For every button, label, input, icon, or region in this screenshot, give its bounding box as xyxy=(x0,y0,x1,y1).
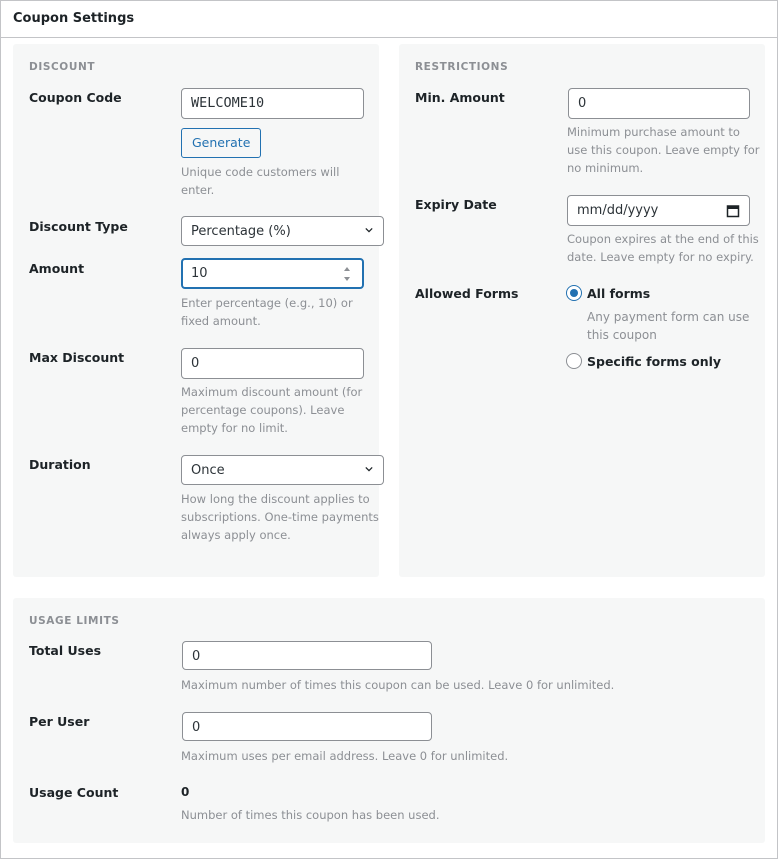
discount-section-title: DISCOUNT xyxy=(29,61,96,73)
expiry-date-help: Coupon expires at the end of this date. Leave empty for no expiry. xyxy=(567,232,759,264)
amount-input[interactable]: 10 xyxy=(181,258,364,289)
restrictions-section-title: RESTRICTIONS xyxy=(415,61,509,73)
restrictions-card xyxy=(399,44,765,577)
usage-count-value: 0 xyxy=(181,785,190,799)
amount-help: Enter percentage (e.g., 10) or fixed amount. xyxy=(181,296,353,328)
chevron-down-icon xyxy=(365,465,373,473)
total-uses-label: Total Uses xyxy=(29,643,102,658)
duration-help: How long the discount applies to subscriptions. One-time payments always apply once. xyxy=(181,492,379,542)
max-discount-input[interactable]: 0 xyxy=(181,348,364,379)
per-user-input[interactable]: 0 xyxy=(182,712,432,741)
panel-title: Coupon Settings xyxy=(13,11,135,26)
discount-type-label: Discount Type xyxy=(29,219,128,234)
panel-header xyxy=(1,1,777,38)
allowed-forms-label: Allowed Forms xyxy=(415,286,519,301)
usage-count-label: Usage Count xyxy=(29,785,119,800)
discount-card xyxy=(13,44,379,577)
expiry-date-label: Expiry Date xyxy=(415,197,497,212)
min-amount-help: Minimum purchase amount to use this coupon. Leave empty for no minimum. xyxy=(567,125,760,175)
chevron-down-icon xyxy=(365,226,373,234)
coupon-code-input[interactable]: WELCOME10 xyxy=(181,88,364,119)
per-user-help: Maximum uses per email address. Leave 0 for unlimited. xyxy=(181,749,509,763)
max-discount-label: Max Discount xyxy=(29,350,125,365)
duration-label: Duration xyxy=(29,457,91,472)
generate-button[interactable]: Generate xyxy=(181,128,261,158)
min-amount-input[interactable]: 0 xyxy=(568,88,750,119)
radio-all-forms[interactable] xyxy=(566,285,582,301)
coupon-code-label: Coupon Code xyxy=(29,90,122,105)
total-uses-help: Maximum number of times this coupon can be used. Leave 0 for unlimited. xyxy=(181,678,615,692)
radio-specific-forms[interactable] xyxy=(566,353,582,369)
duration-select[interactable]: Once xyxy=(181,455,384,485)
all-forms-help: Any payment form can use this coupon xyxy=(587,310,750,342)
expiry-date-input[interactable]: mm/dd/yyyy xyxy=(567,195,750,226)
coupon-code-help: Unique code customers will enter. xyxy=(181,165,340,197)
radio-all-forms-label[interactable]: All forms xyxy=(587,286,651,301)
usage-count-help: Number of times this coupon has been used. xyxy=(181,808,440,822)
usage-limits-card xyxy=(13,598,765,843)
calendar-icon[interactable] xyxy=(726,204,740,218)
max-discount-help: Maximum discount amount (for percentage coupons). Leave empty for no limit. xyxy=(181,385,363,435)
discount-type-select[interactable]: Percentage (%) xyxy=(181,216,384,246)
radio-specific-forms-label[interactable]: Specific forms only xyxy=(587,354,722,369)
per-user-label: Per User xyxy=(29,714,90,729)
number-spinner-icon[interactable] xyxy=(342,264,352,284)
total-uses-input[interactable]: 0 xyxy=(182,641,432,670)
usage-section-title: USAGE LIMITS xyxy=(29,615,120,627)
min-amount-label: Min. Amount xyxy=(415,90,505,105)
amount-label: Amount xyxy=(29,261,85,276)
